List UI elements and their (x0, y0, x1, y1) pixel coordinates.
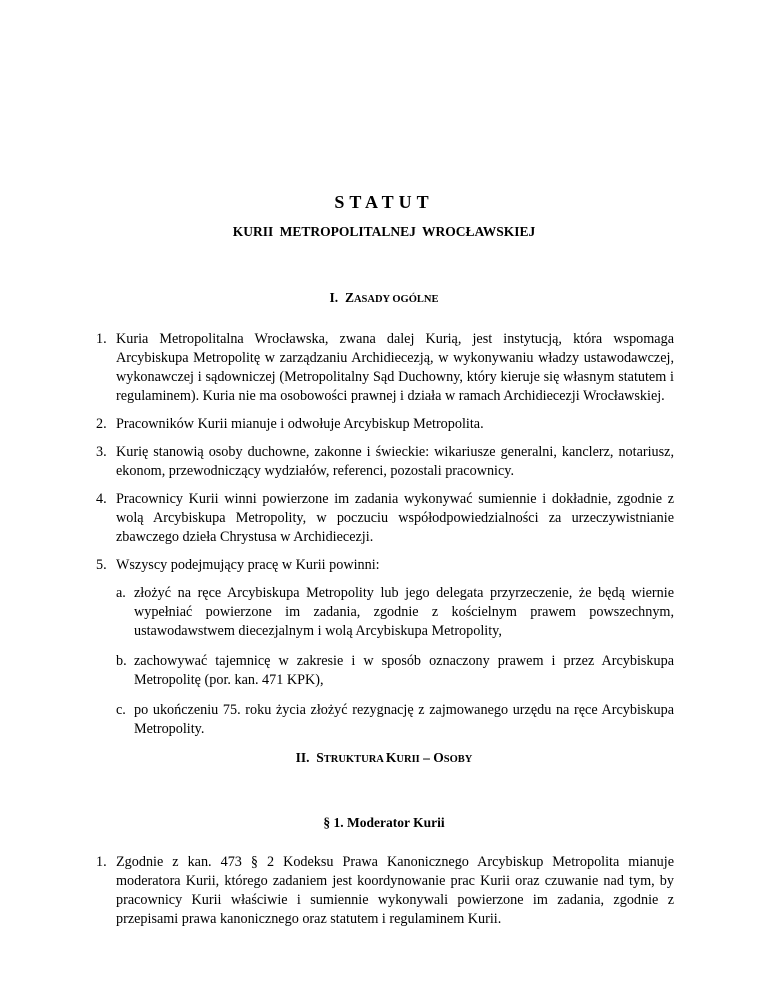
section-1-number: I. (329, 290, 339, 305)
subsection-heading: § 1. Moderator Kurii (323, 815, 445, 830)
list-item (96, 415, 674, 434)
sub-item-letter: b. (116, 653, 127, 669)
item-text: Wszyscy podejmujący pracę w Kurii powinni: (116, 557, 380, 573)
section-1-title-rest: ASADY OGÓLNE (353, 294, 439, 305)
sub-list-item (116, 584, 674, 641)
section-2-title-rest-3: SOBY (443, 754, 473, 765)
item-number: 2. (96, 416, 107, 432)
sub-item-text: po ukończeniu 75. roku życia złożyć rezygnację z zajmowanego urzędu na ręce Arcybiskupa Metropolity. (134, 702, 674, 737)
item-text: Kuria Metropolitalna Wrocławska, zwana dalej Kurią, jest instytucją, która wspomaga Arcybiskupa Metropolitę w zarządzaniu Archidiecezją, w wykonywaniu władzy ustawodawczej, wykonawczej i sądowniczej (Metropolitalny Sąd Duchowny, który kieruje się własnym statutem i regulaminem). Kuria nie ma osobowości prawnej i działa w ramach Archidiecezji Wrocławskiej. (116, 331, 674, 404)
document-subtitle: KURII METROPOLITALNEJ WROCŁAWSKIEJ (232, 224, 536, 239)
section-2-title-initial-3: O (433, 750, 444, 765)
item-text: Pracowników Kurii mianuje i odwołuje Arcybiskup Metropolita. (116, 416, 484, 432)
section-2-title-separator: – (419, 750, 434, 765)
list-item (96, 556, 674, 739)
sub-list (116, 584, 674, 739)
section-2-title-rest-2: URII (396, 754, 420, 765)
subsection-1-list (96, 853, 674, 938)
item-text: Kurię stanowią osoby duchowne, zakonne i świeckie: wikariusze generalni, kanclerz, notariusz, ekonom, przewodniczący wydziałów, referenci, pozostali pracownicy. (116, 444, 674, 479)
list-item (96, 490, 674, 547)
item-text: Zgodnie z kan. 473 § 2 Kodeksu Prawa Kanonicznego Arcybiskup Metropolita mianuje moderatora Kurii, którego zadaniem jest koordynowanie prac Kurii oraz czuwanie nad tym, by pracownicy Kurii właściwie i sumiennie wykonywali powierzone im zadania, zgodnie z przepisami prawa kanonicznego oraz statutem i regulaminem Kurii. (116, 854, 674, 927)
item-text: Pracownicy Kurii winni powierzone im zadania wykonywać sumiennie i dokładnie, zgodnie z wolą Arcybiskupa Metropolity, w poczuciu współodpowiedzialności za urzeczywistnianie zbawczego dzieła Chrystusa w Archidiecezji. (116, 491, 674, 545)
list-item (96, 853, 674, 929)
item-number: 1. (96, 854, 107, 870)
section-2-title-initial-1: S (316, 750, 324, 765)
item-number: 1. (96, 331, 107, 347)
section-1-heading (0, 290, 768, 306)
sub-item-letter: c. (116, 702, 126, 718)
section-2-title-initial-2: K (385, 750, 397, 765)
sub-list-item (116, 701, 674, 739)
sub-item-text: zachowywać tajemnicę w zakresie i w sposób oznaczony prawem i przez Arcybiskupa Metropolitę (por. kan. 471 KPK), (134, 653, 674, 688)
section-2-number: II. (295, 750, 310, 765)
section-1-title-initial: Z (344, 290, 354, 305)
sub-item-text: złożyć na ręce Arcybiskupa Metropolity lub jego delegata przyrzeczenie, że będą wiernie wypełniać powierzone im zadania, zgodnie z kościelnym prawem powszechnym, ustawodawstwem diecezjalnym i wolą Arcybiskupa Metropolity, (134, 585, 674, 639)
section-2-heading (0, 750, 768, 766)
list-item (96, 330, 674, 406)
document-title: STATUT (334, 192, 434, 212)
item-number: 5. (96, 557, 107, 573)
sub-item-letter: a. (116, 585, 126, 601)
section-1-list (96, 330, 674, 750)
section-2-title-rest-1: TRUKTURA (323, 754, 386, 765)
item-number: 4. (96, 491, 107, 507)
item-number: 3. (96, 444, 107, 460)
list-item (96, 443, 674, 481)
sub-list-item (116, 652, 674, 690)
